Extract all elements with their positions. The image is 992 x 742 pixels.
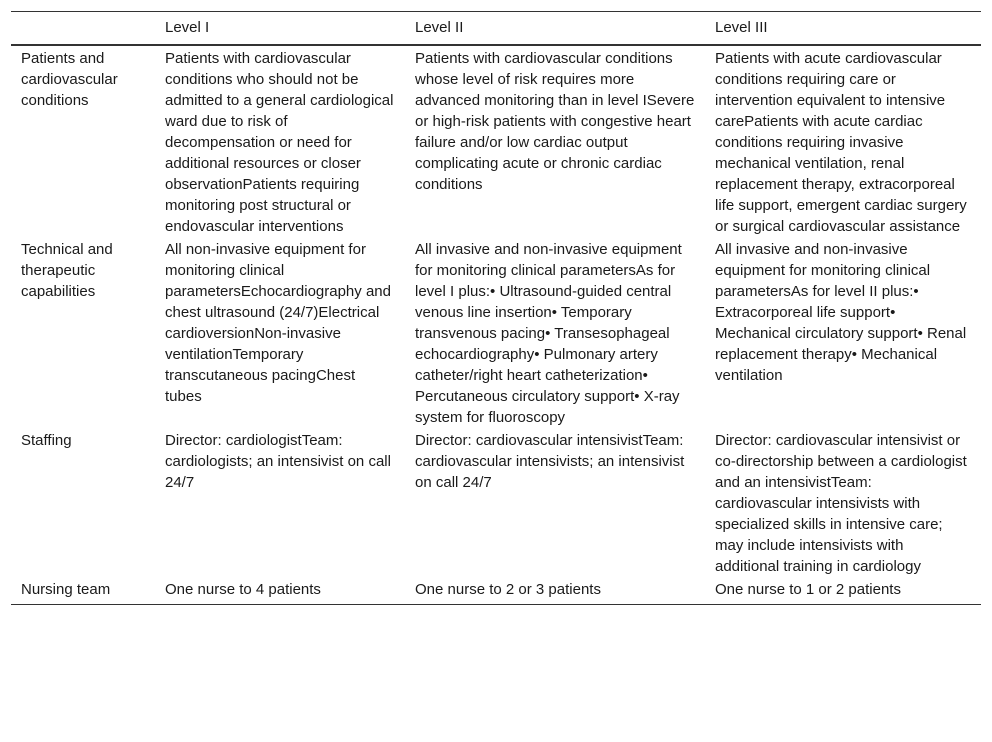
table-row bbox=[11, 237, 981, 428]
cell-level-1: Director: cardiologistTeam: cardiologists; an intensivist on call 24/7 bbox=[165, 432, 391, 491]
header-level-2: Level II bbox=[415, 19, 464, 36]
row-category: Staffing bbox=[21, 432, 72, 449]
row-category: Technical and therapeutic capabilities bbox=[21, 241, 113, 300]
cell-level-2: Director: cardiovascular intensivistTeam: cardiovascular intensivists; an intensivist on call 24/7 bbox=[415, 432, 685, 491]
cell-level-3: One nurse to 1 or 2 patients bbox=[715, 581, 901, 598]
header-level-1: Level I bbox=[165, 19, 210, 36]
cell-level-3: All invasive and non-invasive equipment for monitoring clinical parametersAs for level II plus:• Extracorporeal life support• Mechanical circulatory support• Renal replacement therapy• Mechanical ventilation bbox=[715, 241, 967, 384]
cell-level-1: All non-invasive equipment for monitoring clinical parametersEchocardiography and chest ultrasound (24/7)Electrical cardioversionNon-invasive ventilationTemporary transcutaneous pacingChest tubes bbox=[165, 241, 391, 405]
cell-level-2: All invasive and non-invasive equipment for monitoring clinical parametersAs for level I plus:• Ultrasound-guided central venous line insertion• Temporary transvenous pacing• Transesophageal echocardiography• Pulmonary artery catheter/right heart catheterization• Percutaneous circulatory support• X-ray system for fluoroscopy bbox=[415, 241, 682, 426]
header-empty bbox=[11, 12, 155, 46]
row-category: Nursing team bbox=[21, 581, 111, 598]
cell-level-1: One nurse to 4 patients bbox=[165, 581, 321, 598]
table-row bbox=[11, 45, 981, 237]
header-level-3: Level III bbox=[715, 19, 768, 36]
cell-level-1: Patients with cardiovascular conditions who should not be admitted to a general cardiological ward due to risk of decompensation or need for additional resources or closer observationPatients requiring monitoring post structural or endovascular interventions bbox=[165, 50, 394, 235]
row-category: Patients and cardiovascular conditions bbox=[21, 50, 118, 109]
cell-level-3: Patients with acute cardiovascular conditions requiring care or intervention equivalent to intensive carePatients with acute cardiac conditions requiring invasive mechanical ventilation, renal replacement therapy, extracorporeal life support, emergent cardiac surgery or surgical cardiovascular assistance bbox=[715, 50, 967, 235]
care-levels-table bbox=[11, 11, 981, 605]
table-container bbox=[11, 11, 981, 605]
cell-level-2: One nurse to 2 or 3 patients bbox=[415, 581, 601, 598]
table-row bbox=[11, 577, 981, 605]
cell-level-2: Patients with cardiovascular conditions whose level of risk requires more advanced monitoring than in level ISevere or high-risk patients with congestive heart failure and/or low cardiac output complicating acute or chronic cardiac conditions bbox=[415, 50, 695, 193]
table-header-row bbox=[11, 12, 981, 46]
cell-level-3: Director: cardiovascular intensivist or co-directorship between a cardiologist and an intensivistTeam: cardiovascular intensivists with specialized skills in intensive care; may include intensivists with additional training in cardiology bbox=[715, 432, 967, 575]
table-row bbox=[11, 428, 981, 577]
